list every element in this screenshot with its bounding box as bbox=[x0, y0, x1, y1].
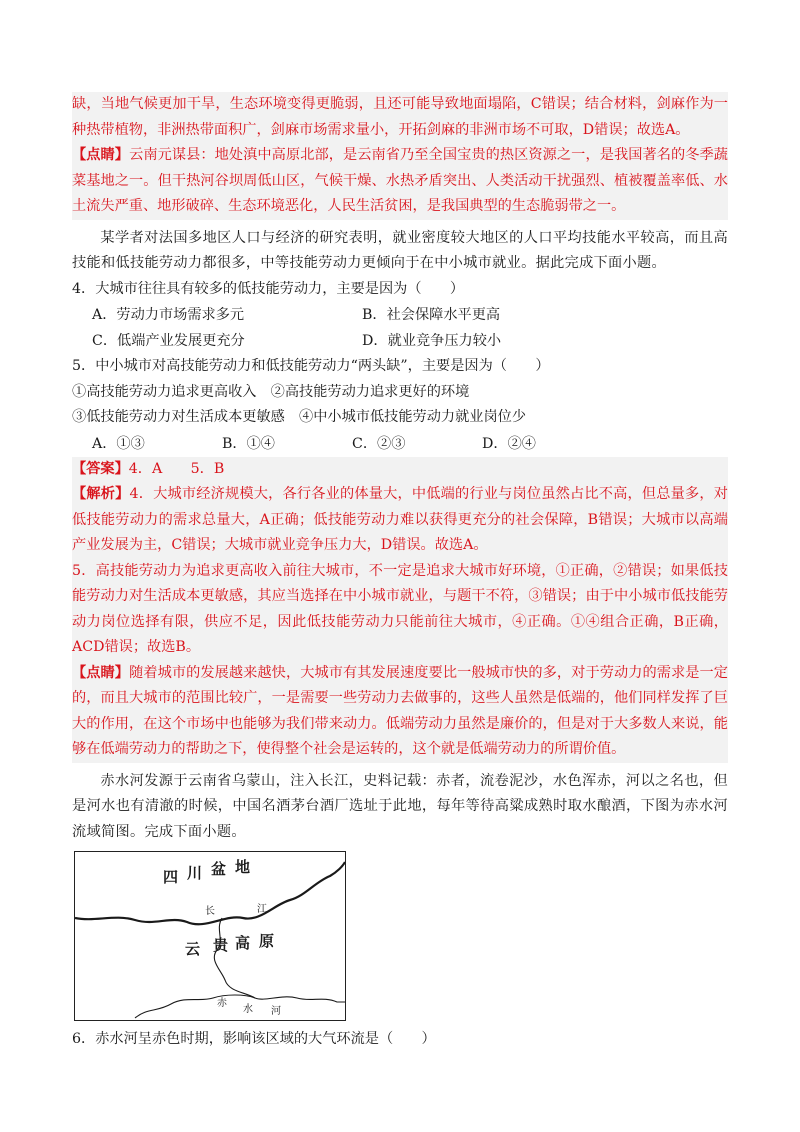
option-d: D．②④ bbox=[482, 435, 536, 452]
question-5-options bbox=[72, 431, 728, 457]
question-4-stem: 4．大城市往往具有较多的低技能劳动力，主要是因为（ ） bbox=[72, 280, 465, 297]
answer-tag: 【答案】 bbox=[72, 460, 129, 477]
map-label-shui: 水 bbox=[243, 1004, 253, 1015]
question-5-item-line1: ①高技能劳动力追求更高收入 ②高技能劳动力追求更好的环境 bbox=[72, 383, 470, 400]
map-label-he: 河 bbox=[271, 1006, 281, 1017]
map-label-si: 四 bbox=[163, 868, 179, 886]
comment-tag: 【点睛】 bbox=[72, 147, 130, 163]
map-label-chi: 赤 bbox=[217, 998, 227, 1009]
question-4-options-row2 bbox=[72, 328, 728, 354]
option-c: C．②③ bbox=[352, 435, 406, 452]
explanation-text-4: 4．大城市经济规模大，各行各业的体量大，中低端的行业与岗位虽然占比不高，但总量多，对低技能劳动力的需求总量大，A正确；低技能劳动力难以获得更充分的社会保障，B错误；大城市以高端产业发展为主，C错误；大城市就业竞争压力大，D错误。故选A。 bbox=[72, 486, 728, 553]
map-label-gao: 高 bbox=[235, 934, 251, 952]
passage-labor: 某学者对法国多地区人口与经济的研究表明，就业密度较大地区的人口平均技能水平较高，而且高技能和低技能劳动力都很多，中等技能劳动力更倾向于在中小城市就业。据此完成下面小题。 bbox=[72, 229, 728, 271]
option-b: B．社会保障水平更高 bbox=[362, 307, 501, 323]
question-6-stem: 6．赤水河呈赤色时期，影响该区域的大气环流是（ ） bbox=[72, 1031, 436, 1047]
analysis-continued-block bbox=[72, 92, 728, 143]
map-label-pen: 盆 bbox=[211, 860, 227, 878]
map-label-di: 地 bbox=[235, 858, 251, 876]
map-svg bbox=[75, 852, 345, 1020]
comment-block-1 bbox=[72, 143, 728, 220]
answer-block bbox=[72, 457, 728, 763]
chishui-river-map bbox=[74, 851, 346, 1021]
map-label-yun: 云 bbox=[185, 940, 201, 958]
option-c: C．低端产业发展更充分 bbox=[92, 333, 245, 349]
map-label-chuan: 川 bbox=[187, 864, 203, 882]
option-b: B．①④ bbox=[222, 435, 275, 452]
passage-chishui: 赤水河发源于云南省乌蒙山，注入长江，史料记载：赤者，流卷泥沙，水色浑赤，河以之名也，但是河水也有清澈的时候，中国名酒茅台酒厂选址于此地，每年等待高粱成熟时取水酿酒，下图为赤水河流域简图。完成下面小题。 bbox=[72, 772, 728, 840]
question-5-item-line2: ③低技能劳动力对生活成本更敏感 ④中小城市低技能劳动力就业岗位少 bbox=[72, 409, 527, 425]
analysis-continued-text: 缺，当地气候更加干旱，生态环境变得更脆弱，且还可能导致地面塌陷，C错误；结合材料，剑麻作为一种热带植物，非洲热带面积广，剑麻市场需求量小，开拓剑麻的非洲市场不可取，D错误；故选A。 bbox=[72, 96, 728, 138]
comment-text: 云南元谋县：地处滇中高原北部，是云南省乃至全国宝贵的热区资源之一，是我国著名的冬季蔬菜基地之一。但干热河谷坝周低山区，气候干燥、水热矛盾突出、人类活动干扰强烈、植被覆盖率低、水土流失严重、地形破碎、生态环境恶化，人民生活贫困，是我国典型的生态脆弱带之一。 bbox=[72, 147, 728, 214]
chishui-river-headwater bbox=[135, 995, 255, 1018]
map-label-yuan: 原 bbox=[259, 932, 275, 950]
page bbox=[72, 92, 728, 1053]
map-label-jiang: 江 bbox=[257, 904, 267, 915]
option-a: A．①③ bbox=[92, 435, 145, 452]
answer-text: 4．A 5．B bbox=[128, 460, 225, 477]
question-4-options-row1 bbox=[72, 302, 728, 328]
question-5-stem: 5．中小城市对高技能劳动力和低技能劳动力“两头缺”，主要是因为（ ） bbox=[72, 358, 550, 374]
option-a: A．劳动力市场需求多元 bbox=[92, 307, 245, 323]
comment-tag: 【点睛】 bbox=[72, 664, 130, 681]
comment-text: 随着城市的发展越来越快，大城市有其发展速度要比一般城市快的多，对于劳动力的需求是一定的，而且大城市的范围比较广，一是需要一些劳动力去做事的，这些人虽然是低端的，他们同样发挥了巨大的作用，在这个市场中也能够为我们带来动力。低端劳动力虽然是廉价的，但是对于大多数人来说，能够在低端劳动力的帮助之下，使得整个社会是运转的，这个就是低端劳动力的所谓价值。 bbox=[72, 664, 728, 757]
map-label-gui: 贵 bbox=[213, 936, 229, 954]
chishui-river-line bbox=[214, 918, 345, 1002]
explanation-tag: 【解析】 bbox=[72, 486, 130, 502]
map-label-chang: 长 bbox=[205, 906, 215, 917]
explanation-text-5: 5．高技能劳动力为追求更高收入前往大城市，不一定是追求大城市好环境，①正确，②错误；如果低技能劳动力对生活成本更敏感，其应当选择在中小城市就业，与题干不符，③错误；由于中小城市低技能劳动力岗位选择有限，供应不足，因此低技能劳动力只能前往大城市，④正确。①④组合正确，B正确，ACD错误；故选B。 bbox=[72, 562, 728, 655]
option-d: D．就业竞争压力较小 bbox=[362, 333, 502, 349]
